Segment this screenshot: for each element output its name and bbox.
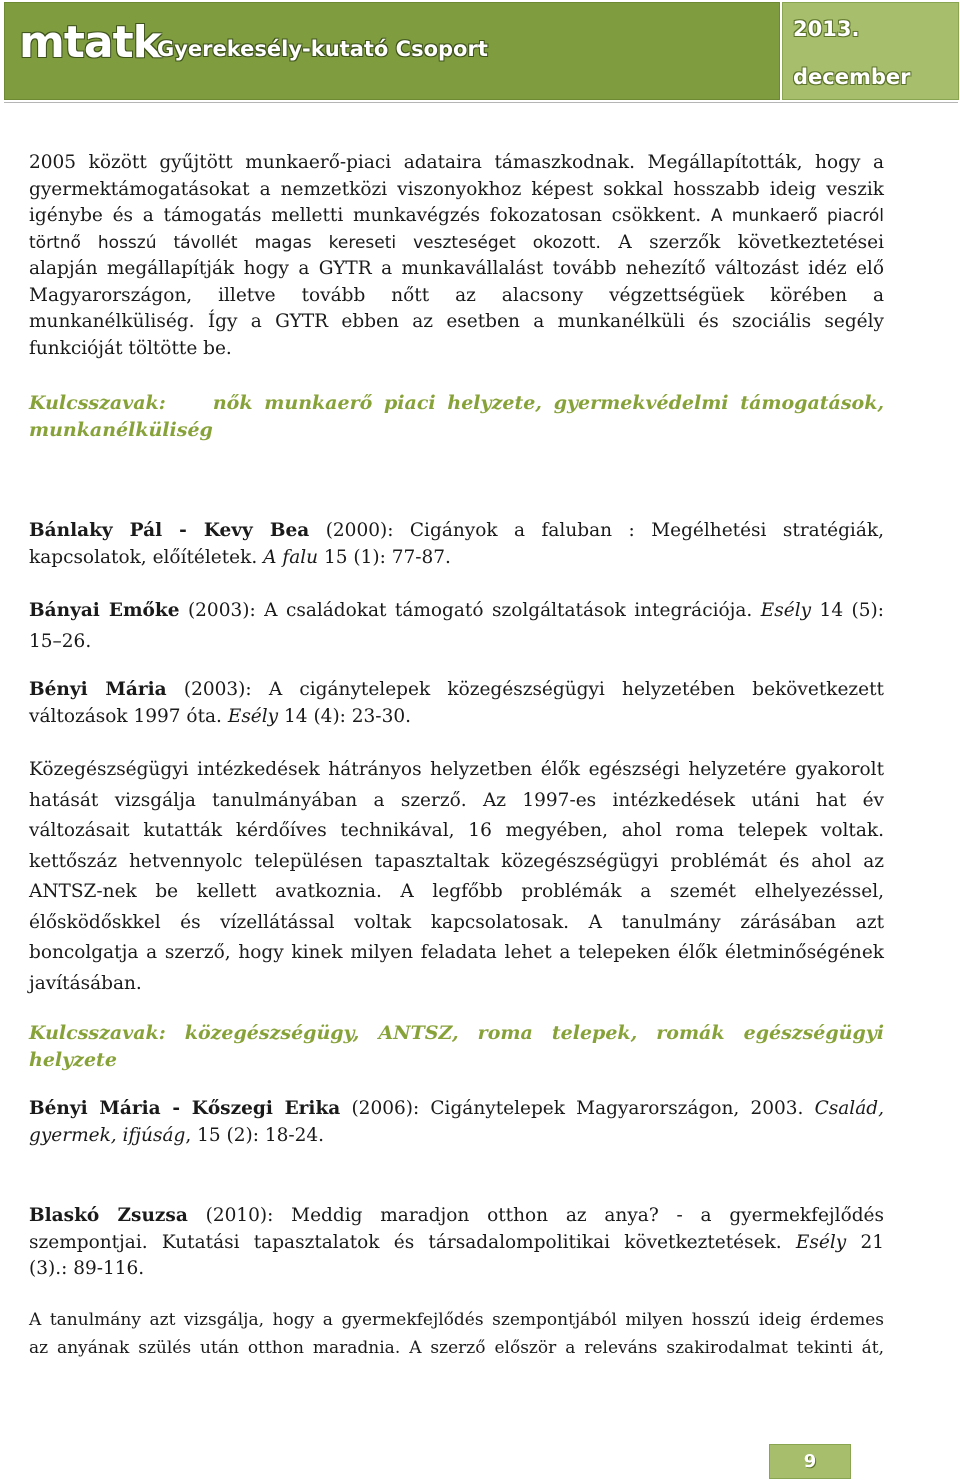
text-line: 2005 között gyűjtött munkaerő-piaci adataira támaszkodnak. Megállapították, hogy a [29,152,884,173]
text-line [29,1123,884,1150]
text-line: változásait kutatták kérdőíves technikával, 16 megyében, ahol roma telepek voltak. [29,820,884,841]
reference-authors: Bánlaky Pál - Kevy Bea [29,520,310,541]
text-span: A munkaerő piacról [710,206,884,226]
header-month: december [793,65,911,89]
text-line [29,677,884,704]
page-header [4,2,958,100]
text-line: kettőszáz hetvennyolc településen tapasztaltak közegészségügyi problémát és ahol az [29,850,884,872]
text-line [29,1230,884,1257]
text-line: munkanélküliség. Így a GYTR ebben az esetben a munkanélküli és szociális segély [29,311,884,332]
reference-issue: 14 (4): 23-30. [284,705,411,727]
text-line [29,596,884,627]
reference-issue: , 15 (2): 18-24. [185,1124,325,1146]
reference-text: kapcsolatok, előítéletek. [29,546,258,568]
text-line [29,545,884,572]
header-year: 2013. [793,17,860,41]
text-line: élősködőskkel és vízellátással voltak kapcsolatosak. A tanulmány zárásában azt [29,911,884,933]
reference-text: (2003): A cigánytelepek közegészségügyi helyzetében bekövetkezett [183,679,884,700]
text-line: Közegészségügyi intézkedések hátrányos helyzetben élők egészségi helyzetére gyakorolt [29,759,884,780]
keywords-line: munkanélküliség [29,418,213,441]
mtatk-logo: mtatk [19,17,161,68]
reference-1 [29,518,884,571]
reference-journal: Esély [760,600,812,621]
text-line [29,704,884,731]
reference-journal: Család, [814,1098,884,1119]
keywords-label: Kulcsszavak: [29,392,166,414]
reference-authors: Bányai Emőke [29,600,180,621]
text-span: A szerzők következtetései [618,231,884,253]
reference-authors: Bényi Mária [29,679,167,700]
reference-4 [29,1096,884,1149]
text-line: funkcióját töltötte be. [29,337,232,359]
text-line: (3).: 89-116. [29,1258,145,1279]
reference-issue: 14 (5): [819,600,884,621]
text-line: az anyának szülés után otthon maradnia. A szerző először a releváns szakirodalmat tekinti át, [29,1338,884,1358]
text-line: A tanulmány azt vizsgálja, hogy a gyermekfejlődés szempontjából milyen hosszú ideig érdemes [29,1310,884,1330]
abstract-paragraph-1 [29,150,884,362]
group-name: Gyerekesély-kutató Csoport [157,37,488,61]
text-line [29,1096,884,1123]
text-line: boncolgatja a szerző, hogy kinek milyen feladata lehet a telepeken élők életminőségének [29,942,884,963]
text-line [29,203,884,230]
keywords-line [29,390,884,417]
header-title-bar [4,2,780,100]
text-line [29,1203,884,1230]
reference-issue: 15 (1): 77-87. [323,546,451,568]
text-line: javításában. [29,972,142,994]
reference-authors: Bényi Mária - Kőszegi Erika [29,1098,341,1119]
text-line: Magyarországon, illetve tovább nőtt az alacsony végzettségüek körében a [29,284,884,306]
reference-text: (2010): Meddig maradjon otthon az anya? - a gyermekfejlődés [205,1205,884,1226]
reference-5 [29,1203,884,1283]
header-date-box [782,2,959,100]
reference-journal: gyermek, ifjúság [29,1124,186,1146]
abstract-paragraph-3 [29,755,884,999]
keywords-1 [29,390,884,443]
reference-text: (2000): Cigányok a faluban : Megélhetési stratégiák, [325,520,884,541]
reference-journal: Esély [227,705,279,727]
reference-journal: Esély [795,1231,847,1253]
reference-text: változások 1997 óta. [29,705,222,727]
keywords-text: nők munkaerő piaci helyzete, gyermekvédelmi támogatások, [212,392,884,414]
text-line: gyermektámogatásokat a nemzetközi viszonyokhoz képest sokkal hosszabb ideig veszik [29,178,884,200]
reference-text: (2006): Cigánytelepek Magyarországon, 2003. [351,1098,804,1119]
text-span: törtnő hosszú távollét magas kereseti veszteséget okozott. [29,232,601,253]
reference-text: szempontjai. Kutatási tapasztalatok és társadalompolitikai következtetések. [29,1231,782,1253]
reference-text: (2003): A családokat támogató szolgáltatások integrációja. [187,600,753,621]
keywords-3: Kulcsszavak: közegészségügy, ANTSZ, roma telepek, romák egészségügyi helyzete [29,1022,884,1071]
reference-journal: A falu [263,546,319,568]
header-divider [4,102,958,103]
text-line: 15–26. [29,630,92,652]
text-line: alapján megállapítják hogy a GYTR a munkavállalást tovább nehezítő változást idéz elő [29,258,884,279]
text-span: igénybe és a támogatás melletti munkavégzés fokozatosan csökkent. [29,205,702,226]
text-line [29,518,884,545]
reference-issue: 21 [860,1231,884,1253]
page-number: 9 [769,1444,851,1479]
reference-2 [29,596,884,657]
abstract-paragraph-5 [29,1306,884,1362]
text-line [29,230,884,257]
text-line: hatását vizsgálja tanulmányában a szerző. Az 1997-es intézkedések utáni hat év [29,789,884,811]
reference-3 [29,677,884,730]
text-line: ANTSZ-nek be kellett avatkoznia. A legfőbb problémák a szemét elhelyezéssel, [29,881,884,902]
reference-authors: Blaskó Zsuzsa [29,1205,188,1226]
